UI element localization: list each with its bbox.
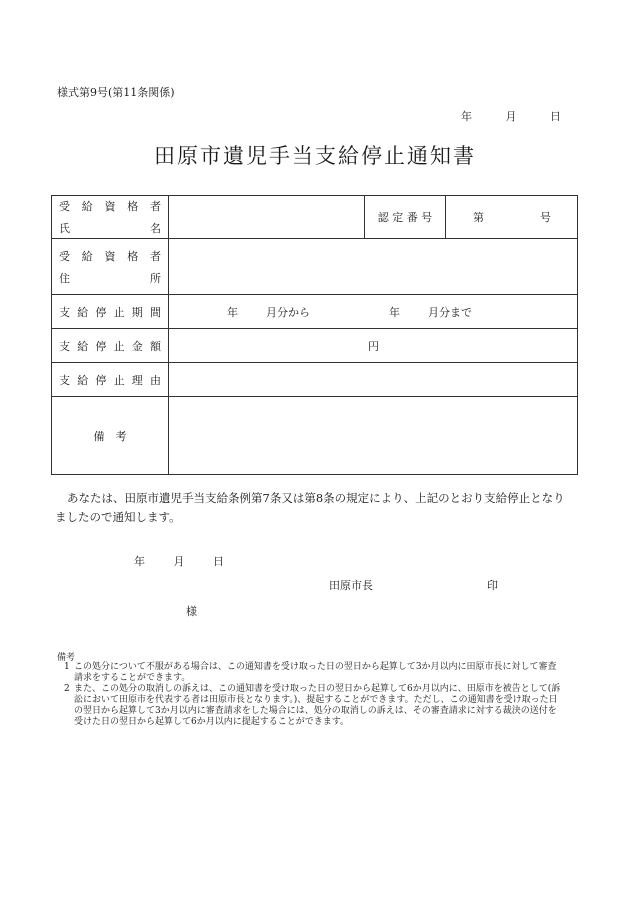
label-char: 理 <box>131 373 143 387</box>
document-title: 田原市遺児手当支給停止通知書 <box>154 144 476 168</box>
top-date <box>461 108 561 124</box>
notes-list <box>64 662 564 728</box>
label-char: 支 <box>59 339 70 353</box>
label-char: 給 <box>81 249 93 263</box>
table-row-remarks <box>52 397 578 475</box>
issue-date <box>134 553 224 569</box>
table-row-suspension-period <box>52 295 578 329</box>
seal-mark: 印 <box>487 579 498 592</box>
label-char: 金 <box>131 339 143 353</box>
note-text: また、この処分の取消しの訴えは、この通知書を受け取った日の翌日から起算して6か月以内に、田原市を被告として(訴訟において田原市を代表する者は田原市長となります。)、提起することができます。ただし、この通知書を受け取った日の翌日から起算して3か月以内に審査請求をした場合には、処分の取消しの訴えは、その審査請求に対する裁決の送付を受けた日の翌日から起算して6か月以内に提起することができます。 <box>74 684 561 727</box>
table-row-suspension-reason <box>52 363 578 397</box>
remarks-label: 備 考 <box>52 397 169 475</box>
label-char: 所 <box>150 271 161 285</box>
top-date-day: 日 <box>550 110 561 123</box>
note-item <box>64 662 564 684</box>
label-char: 止 <box>113 339 125 353</box>
label-char: 由 <box>149 373 161 387</box>
label-char: 資 <box>104 200 116 213</box>
note-number: 2 <box>64 684 70 694</box>
note-number: 1 <box>64 662 70 672</box>
issue-date-month: 月 <box>173 555 185 568</box>
notes-title: 備考 <box>57 653 76 663</box>
label-char: 停 <box>95 339 107 353</box>
suspension-amount-label <box>52 329 169 363</box>
label-char: 住 <box>59 271 70 285</box>
top-date-month: 月 <box>505 110 517 123</box>
suspension-amount-field[interactable] <box>169 329 578 363</box>
suspension-reason-field[interactable] <box>169 363 578 397</box>
recipient-name-field[interactable] <box>169 196 365 239</box>
label-char: 支 <box>59 373 70 387</box>
label-char: 氏 <box>59 222 70 235</box>
suspension-reason-label <box>52 363 169 397</box>
label-char: 者 <box>150 249 161 263</box>
amount-unit: 円 <box>368 339 379 353</box>
label-char: 資 <box>104 249 116 263</box>
issue-date-year: 年 <box>134 555 145 568</box>
label-char: 受 <box>59 200 70 213</box>
cert-no-prefix: 第 <box>473 211 484 224</box>
recipient-name-label <box>52 196 169 239</box>
note-text: この処分について不服がある場合は、この通知書を受け取った日の翌日から起算して3か月以内に田原市長に対して審査請求をすることができます。 <box>74 662 557 683</box>
table-row-recipient-address <box>52 239 578 295</box>
label-char: 停 <box>95 305 107 319</box>
recipient-address-label <box>52 239 169 295</box>
mayor-name: 田原市長 <box>329 579 373 592</box>
certification-number-label: 認 定 番 号 <box>365 196 446 239</box>
label-char: 止 <box>113 305 125 319</box>
label-char: 受 <box>59 249 70 263</box>
label-char: 給 <box>81 200 93 213</box>
label-char: 格 <box>127 249 139 263</box>
label-char: 者 <box>150 200 161 213</box>
top-date-year: 年 <box>461 110 472 123</box>
label-char: 給 <box>77 305 89 319</box>
table-row-recipient-name <box>52 196 578 239</box>
label-char: 期 <box>131 305 143 319</box>
recipient-address-field[interactable] <box>169 239 578 295</box>
table-row-suspension-amount <box>52 329 578 363</box>
suspension-period-label <box>52 295 169 329</box>
label-char: 給 <box>77 339 89 353</box>
label-char: 停 <box>95 373 107 387</box>
period-from-month: 月分から <box>266 305 310 319</box>
period-to-year: 年 <box>389 305 400 319</box>
cert-no-suffix: 号 <box>540 211 551 224</box>
label-char: 格 <box>127 200 139 213</box>
suspension-period-field[interactable] <box>169 295 578 329</box>
label-char: 給 <box>77 373 89 387</box>
notice-form-table <box>51 195 578 475</box>
addressee-honorific: 様 <box>186 605 197 618</box>
issue-date-day: 日 <box>213 555 224 568</box>
note-item <box>64 684 564 728</box>
form-reference: 様式第9号(第11条関係) <box>57 86 175 99</box>
label-char: 額 <box>149 339 161 353</box>
remarks-field[interactable] <box>169 397 578 475</box>
period-to-month: 月分まで <box>428 305 472 319</box>
label-char: 間 <box>149 305 161 319</box>
label-char: 名 <box>150 222 161 235</box>
period-from-year: 年 <box>227 305 238 319</box>
label-char: 止 <box>113 373 125 387</box>
notice-body-text: あなたは、田原市遺児手当支給条例第7条又は第8条の規定により、上記のとおり支給停止となりましたので通知します。 <box>55 491 565 524</box>
certification-number-field[interactable] <box>446 196 578 239</box>
label-char: 支 <box>59 305 70 319</box>
